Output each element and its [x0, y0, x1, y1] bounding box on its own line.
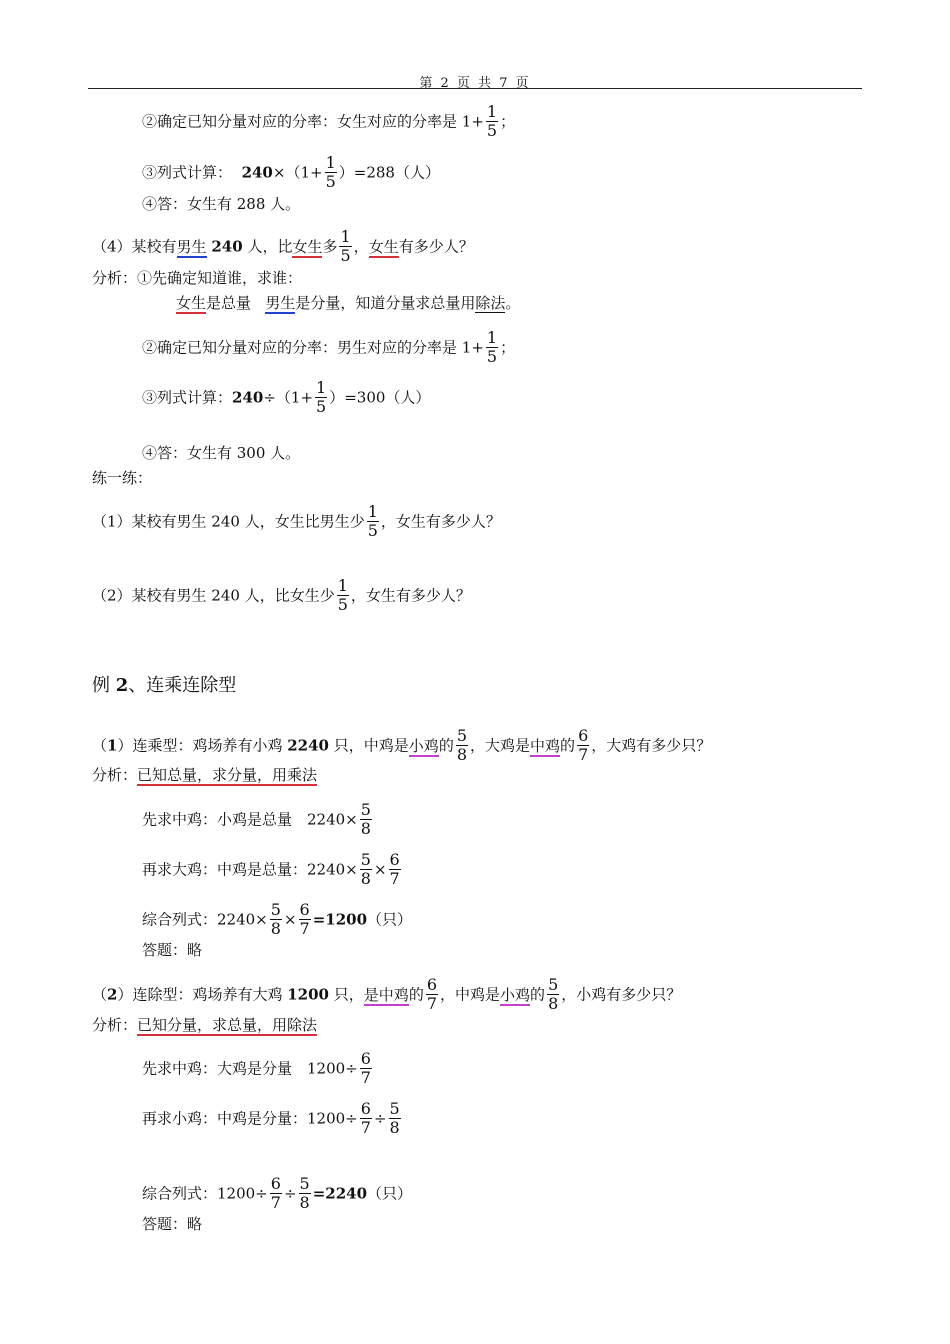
ex2-a1-line-2: 先求中鸡：小鸡是总量 2240× $\frac{5}{8}$ [142, 800, 371, 838]
s1-line-2: ②确定已知分量对应的分率：女生对应的分率是 1+ $\frac{1}{5}$ ； [142, 102, 516, 140]
s1-line-4: ④答：女生有 288 人。 [142, 195, 301, 213]
fraction-six-sevenths: $\frac{6}{7}$ [299, 900, 310, 938]
ex2-a1-answer: 答题：略 [142, 941, 203, 959]
ex2-q1: （1）连乘型：鸡场养有小鸡 2240 只，中鸡是小鸡的 $\frac{5}{8}$ ，大鸡是中鸡的 $\frac{6}{7}$ ，大鸡有多少只？ [92, 726, 712, 764]
ex2-a2-line-2: 先求中鸡：大鸡是分量 1200÷ $\frac{6}{7}$ [142, 1049, 371, 1087]
s1-line-3: ③列式计算： 240×（1+ $\frac{1}{5}$ ）=288（人） [142, 153, 440, 191]
practice-title: 练一练： [92, 469, 153, 487]
fraction-five-eighths: $\frac{5}{8}$ [389, 1099, 400, 1137]
fraction-one-fifth: $\frac{1}{5}$ [486, 102, 498, 140]
fraction-five-eighths: $\frac{5}{8}$ [456, 726, 468, 764]
fraction-one-fifth: $\frac{1}{5}$ [316, 378, 327, 416]
fraction-one-fifth: $\frac{1}{5}$ [367, 502, 378, 540]
ex2-a1-line-4: 综合列式：2240× $\frac{5}{8}$ × $\frac{6}{7}$ =1200（只） [142, 900, 413, 938]
a4-line-1: 分析：①先确定知道谁，求谁： [92, 269, 303, 287]
ex2-q2: （2）连除型：鸡场养有大鸡 1200 只，是中鸡的 $\frac{6}{7}$ ，中鸡是小鸡的 $\frac{5}{8}$ ，小鸡有多少只？ [92, 975, 682, 1013]
fraction-five-eighths: $\frac{5}{8}$ [548, 975, 559, 1013]
ex2-a2-line-4: 综合列式：1200÷ $\frac{6}{7}$ ÷ $\frac{5}{8}$ =2240（只） [142, 1174, 413, 1212]
fraction-one-fifth: $\frac{1}{5}$ [325, 153, 336, 191]
page-header: 第 2 页 共 7 页 [419, 76, 531, 91]
fraction-five-eighths: $\frac{5}{8}$ [299, 1174, 310, 1212]
fraction-six-sevenths: $\frac{6}{7}$ [360, 1049, 371, 1087]
ex2-a2-answer: 答题：略 [142, 1215, 203, 1233]
underline-analysis: 已知分量，求总量，用除法 [137, 1016, 318, 1034]
ex2-a1-line-3: 再求大鸡：中鸡是总量：2240× $\frac{5}{8}$ × $\frac{6}{7}$ [142, 850, 400, 888]
fraction-six-sevenths: $\frac{6}{7}$ [270, 1174, 281, 1212]
a4-line-3: ②确定已知分量对应的分率：男生对应的分率是 1+ $\frac{1}{5}$ ； [142, 328, 516, 366]
ex2-a1-label: 分析：已知总量，求分量，用乘法 [92, 766, 318, 784]
fraction-five-eighths: $\frac{5}{8}$ [360, 800, 371, 838]
a4-line-4: ③列式计算：240÷（1+ $\frac{1}{5}$ ）=300（人） [142, 378, 431, 416]
q4-question: （4）某校有男生 240 人，比女生多 $\frac{1}{5}$ ，女生有多少人？ [92, 227, 474, 265]
a4-line-2: 女生是总量 男生是分量，知道分量求总量用除法。 [176, 294, 521, 312]
example-2-title: 例 2、连乘连除型 [92, 675, 237, 696]
fraction-five-eighths: $\frac{5}{8}$ [360, 850, 371, 888]
underline-analysis: 已知总量，求分量，用乘法 [137, 766, 318, 784]
s1-line-2-text: ②确定已知分量对应的分率：女生对应的分率是 1+ [142, 112, 484, 131]
underline-girls: 女生 [292, 237, 323, 256]
fraction-five-eighths: $\frac{5}{8}$ [270, 900, 281, 938]
fraction-six-sevenths: $\frac{6}{7}$ [578, 726, 589, 764]
fraction-one-fifth: $\frac{1}{5}$ [340, 227, 351, 265]
header-rule [88, 88, 862, 89]
fraction-one-fifth: $\frac{1}{5}$ [486, 328, 498, 366]
ex2-a2-label: 分析：已知分量，求总量，用除法 [92, 1016, 318, 1034]
underline-girls: 女生 [368, 237, 399, 256]
fraction-six-sevenths: $\frac{6}{7}$ [389, 850, 400, 888]
a4-line-5: ④答：女生有 300 人。 [142, 444, 301, 462]
practice-2: （2）某校有男生 240 人，比女生少 $\frac{1}{5}$ ，女生有多少人？ [92, 576, 471, 614]
fraction-six-sevenths: $\frac{6}{7}$ [426, 975, 438, 1013]
fraction-one-fifth: $\frac{1}{5}$ [337, 576, 348, 614]
ex2-a2-line-3: 再求小鸡：中鸡是分量：1200÷ $\frac{6}{7}$ ÷ $\frac{5}{8}$ [142, 1099, 400, 1137]
fraction-six-sevenths: $\frac{6}{7}$ [360, 1099, 371, 1137]
underline-boys: 男生 [176, 237, 207, 256]
practice-1: （1）某校有男生 240 人，女生比男生少 $\frac{1}{5}$ ，女生有多少人？ [92, 502, 501, 540]
